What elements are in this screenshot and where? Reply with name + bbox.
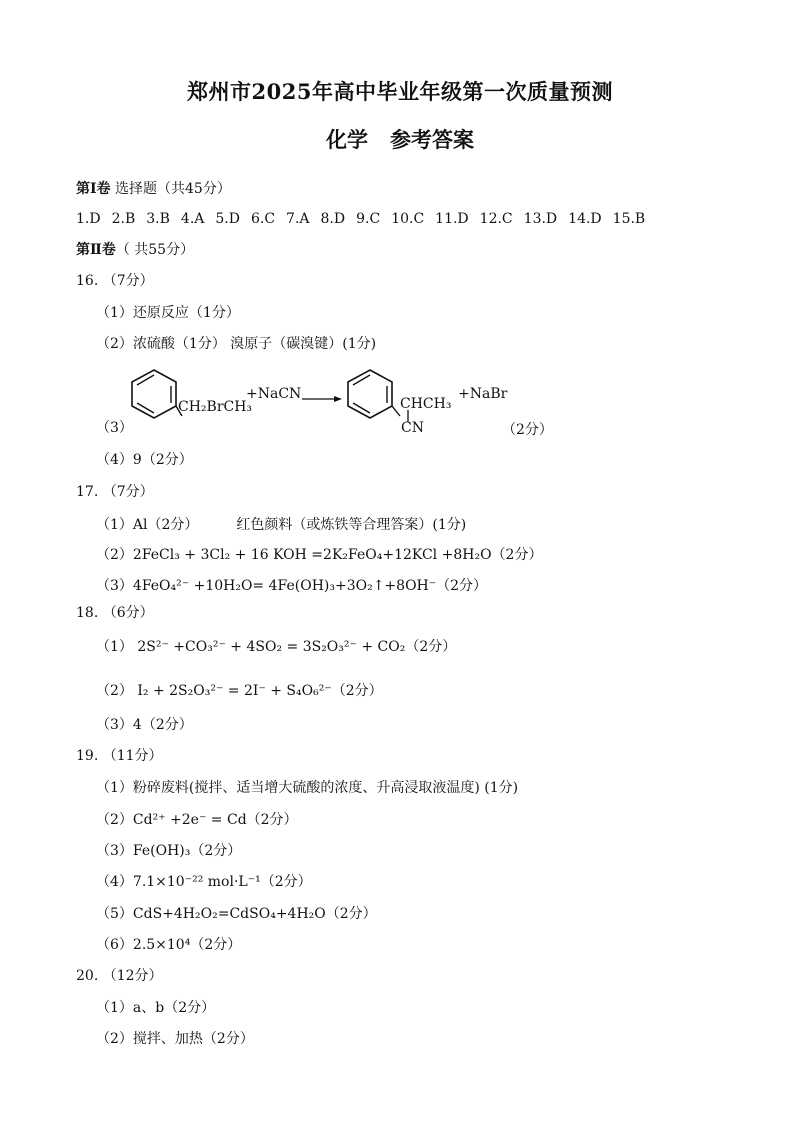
answer-item: 11.D bbox=[435, 211, 469, 227]
mc-answers bbox=[76, 210, 656, 228]
q16-part2: （2）浓硫酸（1分） 溴原子（碳溴键）(1分) bbox=[96, 336, 377, 352]
section2-heading: 第Ⅱ卷 bbox=[76, 242, 116, 258]
q19-part6: （6）2.5×10⁴（2分） bbox=[96, 937, 242, 953]
answer-item: 9.C bbox=[356, 211, 381, 227]
q16-heading: 16. （7分） bbox=[76, 273, 154, 289]
q16-part1: （1）还原反应（1分） bbox=[96, 305, 240, 321]
page-title: 郑州市2025年高中毕业年级第一次质量预测 bbox=[187, 79, 613, 104]
answer-item: 7.A bbox=[286, 211, 310, 227]
page-subtitle bbox=[0, 124, 800, 154]
byproduct-nabr: +NaBr bbox=[458, 386, 508, 402]
benzene-ring-product bbox=[340, 366, 402, 424]
q19-heading: 19. （11分） bbox=[76, 748, 163, 764]
product-group: CHCH₃ bbox=[400, 396, 452, 412]
answer-item: 4.A bbox=[180, 211, 205, 227]
answer-label: 参考答案 bbox=[390, 127, 474, 152]
q19-part1: （1）粉碎废料(搅拌、适当增大硫酸的浓度、升高浸取液温度) (1分) bbox=[96, 780, 519, 796]
q17-part3: （3）4FeO₄²⁻ +10H₂O= 4Fe(OH)₃+3O₂↑+8OH⁻（2分） bbox=[96, 578, 488, 594]
section2-header bbox=[76, 241, 194, 259]
q17-part1a: （1）Al（2分） bbox=[96, 517, 199, 533]
q20-part1: （1）a、b（2分） bbox=[96, 1000, 216, 1016]
section1-header bbox=[76, 180, 231, 198]
answer-item: 13.D bbox=[523, 211, 558, 227]
q19-part5: （5）CdS+4H₂O₂=CdSO₄+4H₂O（2分） bbox=[96, 906, 377, 922]
answer-item: 15.B bbox=[612, 211, 646, 227]
q18-part1: （1） 2S²⁻ +CO₃²⁻ + 4SO₂ = 3S₂O₃²⁻ + CO₂（2分） bbox=[96, 639, 457, 655]
answer-item: 10.C bbox=[391, 211, 425, 227]
q19-part4: （4）7.1×10⁻²² mol·L⁻¹（2分） bbox=[96, 874, 312, 890]
q19-part2: （2）Cd²⁺ +2e⁻ = Cd（2分） bbox=[96, 812, 298, 828]
answer-item: 2.B bbox=[111, 211, 136, 227]
q19-part3: （3）Fe(OH)₃（2分） bbox=[96, 843, 242, 859]
answer-item: 6.C bbox=[250, 211, 276, 227]
benzene-ring-reactant bbox=[124, 366, 184, 424]
answer-item: 3.B bbox=[146, 211, 170, 227]
q18-part2: （2） I₂ + 2S₂O₃²⁻ = 2I⁻ + S₄O₆²⁻（2分） bbox=[96, 683, 383, 699]
section1-heading: 第Ⅰ卷 bbox=[76, 181, 111, 197]
q16-part3-label: （3） bbox=[96, 420, 133, 436]
q17-heading: 17. （7分） bbox=[76, 484, 154, 500]
q18-heading: 18. （6分） bbox=[76, 605, 154, 621]
q17-part1 bbox=[96, 516, 466, 534]
reagent-nacn: +NaCN bbox=[246, 386, 302, 402]
arrow-icon bbox=[302, 394, 342, 404]
reactant-group: CH₂BrCH₃ bbox=[178, 399, 253, 415]
answer-item: 8.D bbox=[320, 211, 346, 227]
product-cn: CN bbox=[401, 420, 424, 436]
q16-part3-score: （2分） bbox=[502, 422, 553, 438]
answer-item: 12.C bbox=[479, 211, 513, 227]
q16-part4: （4）9（2分） bbox=[96, 452, 193, 468]
q20-heading: 20. （12分） bbox=[76, 968, 163, 984]
q18-part3: （3）4（2分） bbox=[96, 717, 193, 733]
answer-item: 14.D bbox=[568, 211, 602, 227]
answer-item: 1.D bbox=[76, 211, 101, 227]
q17-part1b: 红色颜料（或炼铁等合理答案）(1分) bbox=[236, 517, 467, 533]
answer-item: 5.D bbox=[215, 211, 240, 227]
section1-desc: 选择题（共45分） bbox=[115, 181, 231, 197]
subject-label: 化学 bbox=[326, 127, 368, 152]
section2-desc: （ 共55分） bbox=[115, 242, 195, 258]
q17-part2: （2）2FeCl₃ + 3Cl₂ + 16 KOH =2K₂FeO₄+12KCl +8H₂O（2分） bbox=[96, 547, 543, 563]
q20-part2: （2）搅拌、加热（2分） bbox=[96, 1031, 254, 1047]
